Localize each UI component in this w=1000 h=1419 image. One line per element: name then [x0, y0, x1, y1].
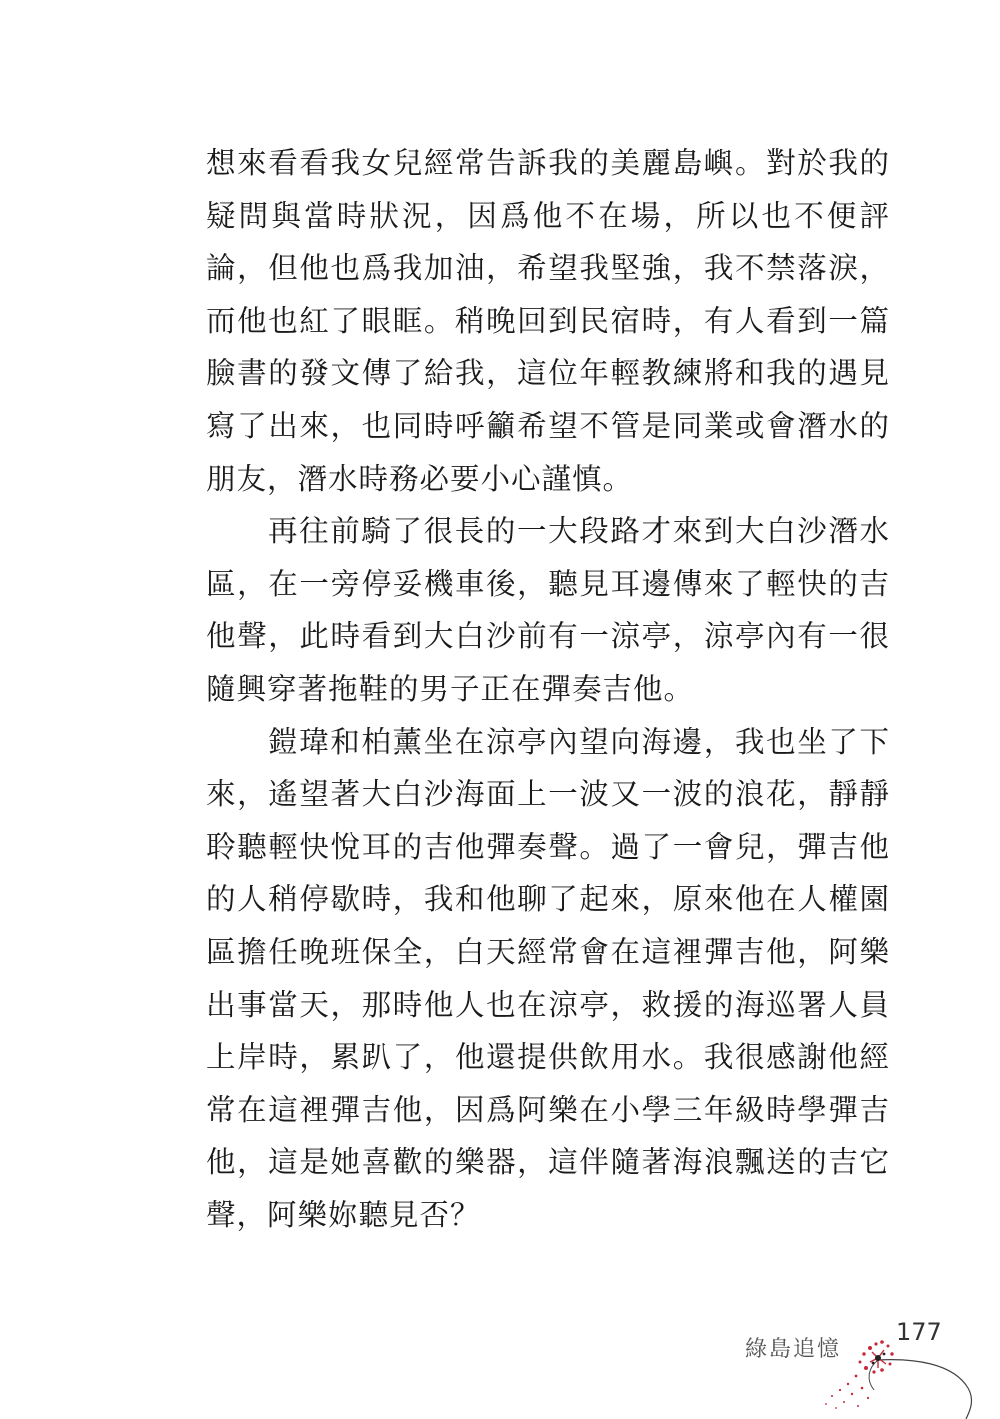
page-number: 177 [896, 1318, 942, 1346]
paragraph-3: 鎧瑋和柏薰坐在涼亭內望向海邊，我也坐了下來，遙望著大白沙海面上一波又一波的浪花，靜靜聆聽輕快悅耳的吉他彈奏聲。過了一會兒，彈吉他的人稍停歇時，我和他聊了起來，原來他在人權園區擔任晚班保全，白天經常會在這裡彈吉他，阿樂出事當天，那時他人也在涼亭，救援的海巡署人員上岸時，累趴了，他還提供飲用水。我很感謝他經常在這裡彈吉他，因爲阿樂在小學三年級時學彈吉他，這是她喜歡的樂器，這伴隨著海浪飄送的吉它聲，阿樂妳聽見否？ [206, 724, 890, 1232]
paragraph-1: 想來看看我女兒經常告訴我的美麗島嶼。對於我的疑問與當時狀況，因爲他不在場，所以也不便評論，但他也爲我加油，希望我堅強，我不禁落淚，而他也紅了眼眶。稍晚回到民宿時，有人看到一篇臉書的發文傳了給我，這位年輕教練將和我的遇見寫了出來，也同時呼籲希望不管是同業或會潛水的朋友，潛水時務必要小心謹慎。 [206, 146, 890, 496]
red-flower-ornament-icon [818, 1318, 1000, 1419]
body-text [206, 137, 890, 1241]
paragraph-2: 再往前騎了很長的一大段路才來到大白沙潛水區，在一旁停妥機車後，聽見耳邊傳來了輕快的吉他聲，此時看到大白沙前有一涼亭，涼亭內有一很隨興穿著拖鞋的男子正在彈奏吉他。 [206, 514, 890, 706]
running-footer-title: 綠島追憶 [745, 1337, 842, 1362]
